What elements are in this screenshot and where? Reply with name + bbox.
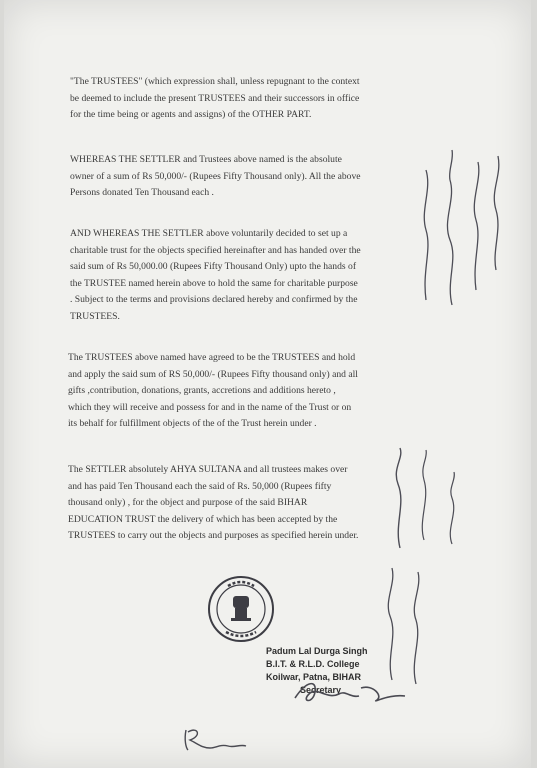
text-line: TRUSTEES to carry out the objects and purposes as specified herein under. <box>68 530 359 541</box>
text-line: for the time being or agents and assigns) of the OTHER PART. <box>70 109 312 120</box>
seal-line: Padum Lal Durga Singh <box>266 646 368 656</box>
official-seal-icon <box>206 574 276 644</box>
paragraph-and-whereas <box>70 226 410 325</box>
text-line: and apply the said sum of RS 50,000/- (Rupees Fifty thousand only) and all <box>68 368 358 380</box>
text-line: . Subject to the terms and provisions declared hereby and confirmed by the <box>70 294 358 305</box>
seal-line: Koilwar, Patna, BIHAR <box>266 672 362 682</box>
text-line: the TRUSTEE named herein above to hold the same for charitable purpose <box>70 277 358 289</box>
text-line: EDUCATION TRUST the delivery of which has been accepted by the <box>68 513 338 525</box>
margin-signatures-upper <box>412 140 512 310</box>
text-line: The SETTLER absolutely AHYA SULTANA and all trustees makes over <box>68 464 348 475</box>
text-line: be deemed to include the present TRUSTEES and their successors in office <box>70 92 360 104</box>
paragraph-trustees-definition <box>70 74 410 124</box>
text-line: said sum of Rs 50,000.00 (Rupees Fifty Thousand Only) upto the hands of <box>70 261 357 272</box>
text-line: Persons donated Ten Thousand each . <box>70 187 214 198</box>
text-line: TRUSTEES. <box>70 310 120 322</box>
text-line: The TRUSTEES above named have agreed to be the TRUSTEES and hold <box>68 352 356 363</box>
text-line: owner of a sum of Rs 50,000/- (Rupees Fifty Thousand only). All the above <box>70 170 361 182</box>
text-line: "The TRUSTEES" (which expression shall, unless repugnant to the context <box>70 76 360 87</box>
text-line: AND WHEREAS THE SETTLER above voluntarily decided to set up a <box>70 228 348 239</box>
margin-signatures-lower <box>376 560 436 690</box>
seal-designation: Secretary <box>300 685 342 695</box>
text-line: its behalf for fulfillment objects of the of the Trust herein under . <box>68 418 317 429</box>
text-line: charitable trust for the objects specified hereinafter and has handed over the <box>70 244 361 256</box>
paragraph-trustees-agreed <box>68 350 408 433</box>
seal-line: B.I.T. & R.L.D. College <box>266 659 360 669</box>
text-line: which they will receive and possess for and in the name of the Trust or on <box>68 401 352 413</box>
text-line: thousand only) , for the object and purpose of the said BIHAR <box>68 497 308 508</box>
margin-signatures-middle <box>382 444 492 554</box>
text-line: and has paid Ten Thousand each the said of Rs. 50,000 (Rupees fifty <box>68 480 332 492</box>
paragraph-settler-paid <box>68 462 408 545</box>
bottom-initial-signature <box>180 724 250 754</box>
text-line: WHEREAS THE SETTLER and Trustees above named is the absolute <box>70 154 342 165</box>
text-line: gifts ,contribution, donations, grants, accretions and additions hereto , <box>68 385 336 396</box>
paragraph-whereas-settler <box>70 152 410 202</box>
document-page <box>4 0 531 768</box>
